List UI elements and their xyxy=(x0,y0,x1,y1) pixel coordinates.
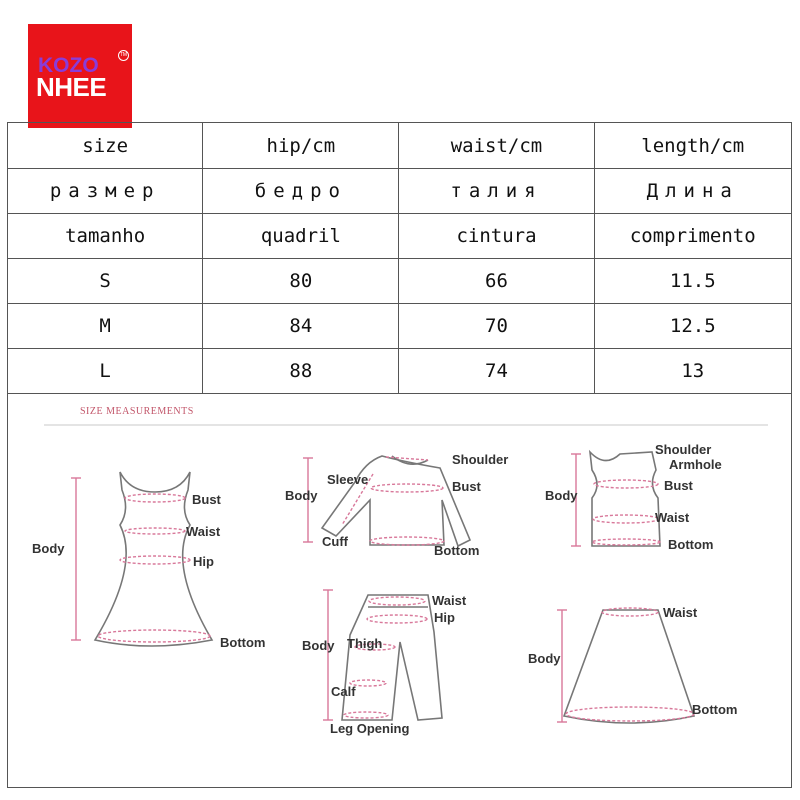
pants-waist-label: Waist xyxy=(432,593,467,608)
header-size: size xyxy=(8,123,203,169)
pants-body-label: Body xyxy=(302,638,335,653)
vest-figure xyxy=(545,442,722,552)
vest-body-label: Body xyxy=(545,488,578,503)
table-header-row xyxy=(8,123,792,169)
jacket-shoulder-label: Shoulder xyxy=(452,452,509,467)
russian-waist: талия xyxy=(399,169,594,214)
table-portuguese-row xyxy=(8,214,792,259)
table-row xyxy=(8,349,792,394)
row-waist: 66 xyxy=(399,259,594,304)
pants-calf-label: Calf xyxy=(331,684,356,699)
pants-hip-label: Hip xyxy=(434,610,455,625)
skirt-bottom-label: Bottom xyxy=(692,702,738,717)
dress-body-label: Body xyxy=(32,541,65,556)
jacket-body-label: Body xyxy=(285,488,318,503)
row-length: 12.5 xyxy=(594,304,791,349)
vest-armhole-label: Armhole xyxy=(669,457,722,472)
vest-waist-label: Waist xyxy=(655,510,690,525)
logo-text-top: KOZO xyxy=(38,54,99,77)
portuguese-waist: cintura xyxy=(399,214,594,259)
table-row xyxy=(8,304,792,349)
row-size: M xyxy=(8,304,203,349)
row-length: 11.5 xyxy=(594,259,791,304)
row-size: L xyxy=(8,349,203,394)
skirt-body-label: Body xyxy=(528,651,561,666)
dress-bust-label: Bust xyxy=(192,492,221,507)
logo-text-bottom: NHEE xyxy=(36,72,107,102)
russian-size: размер xyxy=(8,169,203,214)
row-waist: 74 xyxy=(399,349,594,394)
header-hip: hip/cm xyxy=(203,123,399,169)
portuguese-length: comprimento xyxy=(594,214,791,259)
dress-bottom-label: Bottom xyxy=(220,635,266,650)
pants-leg-opening-label: Leg Opening xyxy=(330,721,410,736)
jacket-bust-label: Bust xyxy=(452,479,481,494)
jacket-sleeve-label: Sleeve xyxy=(327,472,369,487)
row-size: S xyxy=(8,259,203,304)
row-hip: 88 xyxy=(203,349,399,394)
table-row xyxy=(8,259,792,304)
russian-length: Длина xyxy=(594,169,791,214)
skirt-figure xyxy=(528,605,738,723)
vest-bottom-label: Bottom xyxy=(668,537,714,552)
measurement-diagram xyxy=(30,400,770,760)
row-length: 13 xyxy=(594,349,791,394)
row-waist: 70 xyxy=(399,304,594,349)
brand-logo xyxy=(28,24,132,128)
header-length: length/cm xyxy=(594,123,791,169)
skirt-waist-label: Waist xyxy=(663,605,698,620)
diagram-header: SIZE MEASUREMENTS xyxy=(80,406,194,417)
vest-bust-label: Bust xyxy=(664,478,693,493)
pants-thigh-label: Thigh xyxy=(347,636,383,651)
table-russian-row xyxy=(8,169,792,214)
portuguese-size: tamanho xyxy=(8,214,203,259)
row-hip: 84 xyxy=(203,304,399,349)
russian-hip: бедро xyxy=(203,169,399,214)
portuguese-hip: quadril xyxy=(203,214,399,259)
jacket-bottom-label: Bottom xyxy=(434,543,480,558)
pants-figure xyxy=(302,590,467,736)
vest-shoulder-label: Shoulder xyxy=(655,442,712,457)
dress-figure xyxy=(32,472,266,650)
size-table xyxy=(7,122,792,394)
jacket-figure xyxy=(285,452,508,558)
row-hip: 80 xyxy=(203,259,399,304)
trademark-icon: TM xyxy=(118,50,129,61)
jacket-cuff-label: Cuff xyxy=(322,534,348,549)
header-waist: waist/cm xyxy=(399,123,594,169)
dress-waist-label: Waist xyxy=(186,524,221,539)
dress-hip-label: Hip xyxy=(193,554,214,569)
